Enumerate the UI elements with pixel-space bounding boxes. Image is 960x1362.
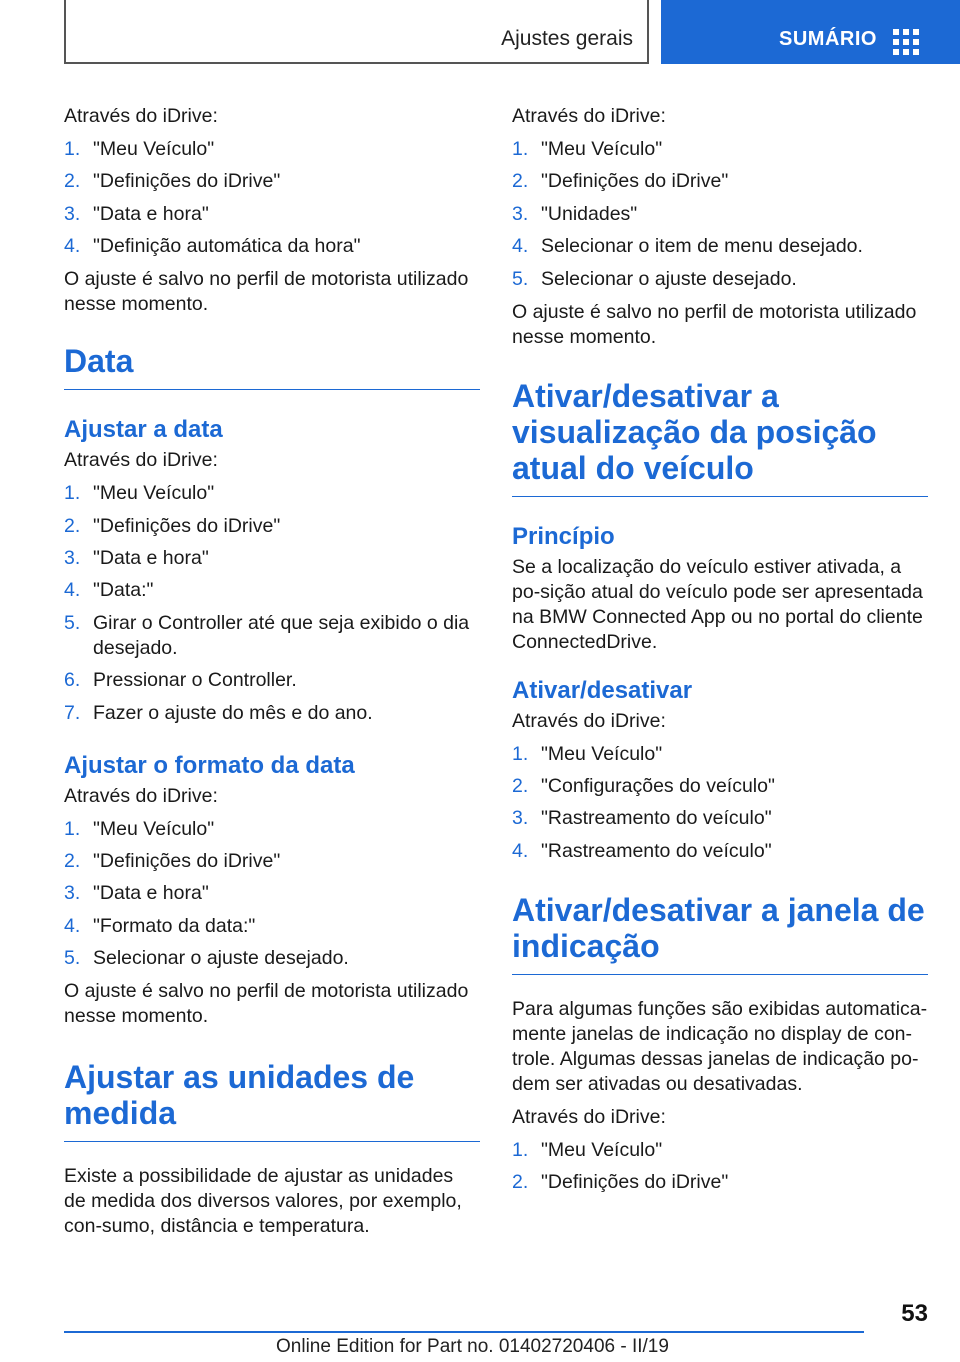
grid-icon <box>893 29 919 55</box>
intro-steps <box>64 137 480 259</box>
list-item: 1. "Meu Veículo" <box>64 817 215 840</box>
heading-unidades: Ajustar as unidades de medida <box>64 1059 480 1142</box>
principio-text: Se a localização do veículo estiver ativada, a po-sição atual do veículo pode ser apresentada na BMW Connected App ou no portal do cliente ConnectedDrive. <box>512 555 923 653</box>
unidades-note: O ajuste é salvo no perfil de motorista utilizado nesse momento. <box>512 300 917 348</box>
list-item: 1. "Meu Veículo" <box>512 742 663 765</box>
list-item: 2. "Definições do iDrive" <box>64 849 281 872</box>
header-section-box <box>64 0 649 64</box>
list-item: 2. "Configurações do veículo" <box>512 774 775 797</box>
janela-steps <box>512 1138 928 1195</box>
ativar-via: Através do iDrive: <box>512 709 666 732</box>
list-item: 2. "Definições do iDrive" <box>64 170 281 193</box>
footer-divider <box>64 1331 864 1333</box>
janela-text: Para algumas funções são exibidas automatica-mente janelas de indicação no display de con-trole. Algumas dessas janelas de indicação po-dem ser ativadas ou desativadas. <box>512 997 928 1095</box>
heading-janela: Ativar/desativar a janela de indicação <box>512 892 928 975</box>
heading-ativar: Ativar/desativar <box>512 676 693 704</box>
intro-note: O ajuste é salvo no perfil de motorista utilizado nesse momento. <box>64 268 469 316</box>
summary-button[interactable] <box>661 0 960 64</box>
list-item: 3. "Data e hora" <box>64 882 209 905</box>
right-column <box>512 104 928 1203</box>
summary-button-label: SUMÁRIO <box>779 28 877 50</box>
list-item: 1. "Meu Veículo" <box>512 138 663 160</box>
list-item: 1. "Meu Veículo" <box>64 138 215 160</box>
list-item: 4. "Rastreamento do veículo" <box>512 839 772 862</box>
list-item: 3. "Rastreamento do veículo" <box>512 807 772 830</box>
list-item: 2. "Definições do iDrive" <box>512 1171 729 1194</box>
list-item: 2. "Definições do iDrive" <box>512 170 729 193</box>
left-column <box>64 104 480 1247</box>
heading-ajustar-data: Ajustar a data <box>64 416 223 444</box>
unidades-via: Através do iDrive: <box>512 105 666 127</box>
list-item: 5. Selecionar o ajuste desejado. <box>64 947 349 970</box>
heading-data: Data <box>64 343 480 390</box>
formato-steps <box>64 817 480 972</box>
page-number: 53 <box>901 1300 928 1327</box>
heading-principio: Princípio <box>512 522 615 550</box>
list-item: 4. "Definição automática da hora" <box>64 235 361 258</box>
list-item: 6. Pressionar o Controller. <box>64 669 297 692</box>
formato-via: Através do iDrive: <box>64 784 218 807</box>
formato-note: O ajuste é salvo no perfil de motorista utilizado nesse momento. <box>64 980 469 1028</box>
list-item: 1. "Meu Veículo" <box>64 482 215 505</box>
list-item: 4. Selecionar o item de menu desejado. <box>512 235 863 258</box>
list-item: 5. Selecionar o ajuste desejado. <box>512 267 797 290</box>
list-item: 3. "Data e hora" <box>64 546 209 569</box>
list-item: 4. "Data:" <box>64 579 154 602</box>
heading-formato-data: Ajustar o formato da data <box>64 751 355 779</box>
heading-posicao: Ativar/desativar a visualização da posição atual do veículo <box>512 378 928 497</box>
unidades-text: Existe a possibilidade de ajustar as unidades de medida dos diversos valores, por exemplo, con-sumo, distância e temperatura. <box>64 1165 462 1238</box>
list-item: 7. Fazer o ajuste do mês e do ano. <box>64 701 373 724</box>
list-item: 1. "Meu Veículo" <box>512 1138 663 1161</box>
ajustar-data-steps <box>64 481 480 725</box>
list-item: 5. Girar o Controller até que seja exibido o dia desejado. <box>64 611 470 659</box>
janela-via: Através do iDrive: <box>512 1105 666 1128</box>
ajustar-data-via: Através do iDrive: <box>64 449 218 472</box>
section-title: Ajustes gerais <box>501 27 633 50</box>
footer-edition: Online Edition for Part no. 01402720406 - II/19 <box>276 1336 669 1357</box>
list-item: 4. "Formato da data:" <box>64 914 256 937</box>
ativar-steps <box>512 742 928 864</box>
list-item: 2. "Definições do iDrive" <box>64 514 281 537</box>
list-item: 3. "Data e hora" <box>64 202 209 225</box>
list-item: 3. "Unidades" <box>512 202 638 225</box>
unidades-steps <box>512 137 928 292</box>
intro-via: Através do iDrive: <box>64 105 218 127</box>
